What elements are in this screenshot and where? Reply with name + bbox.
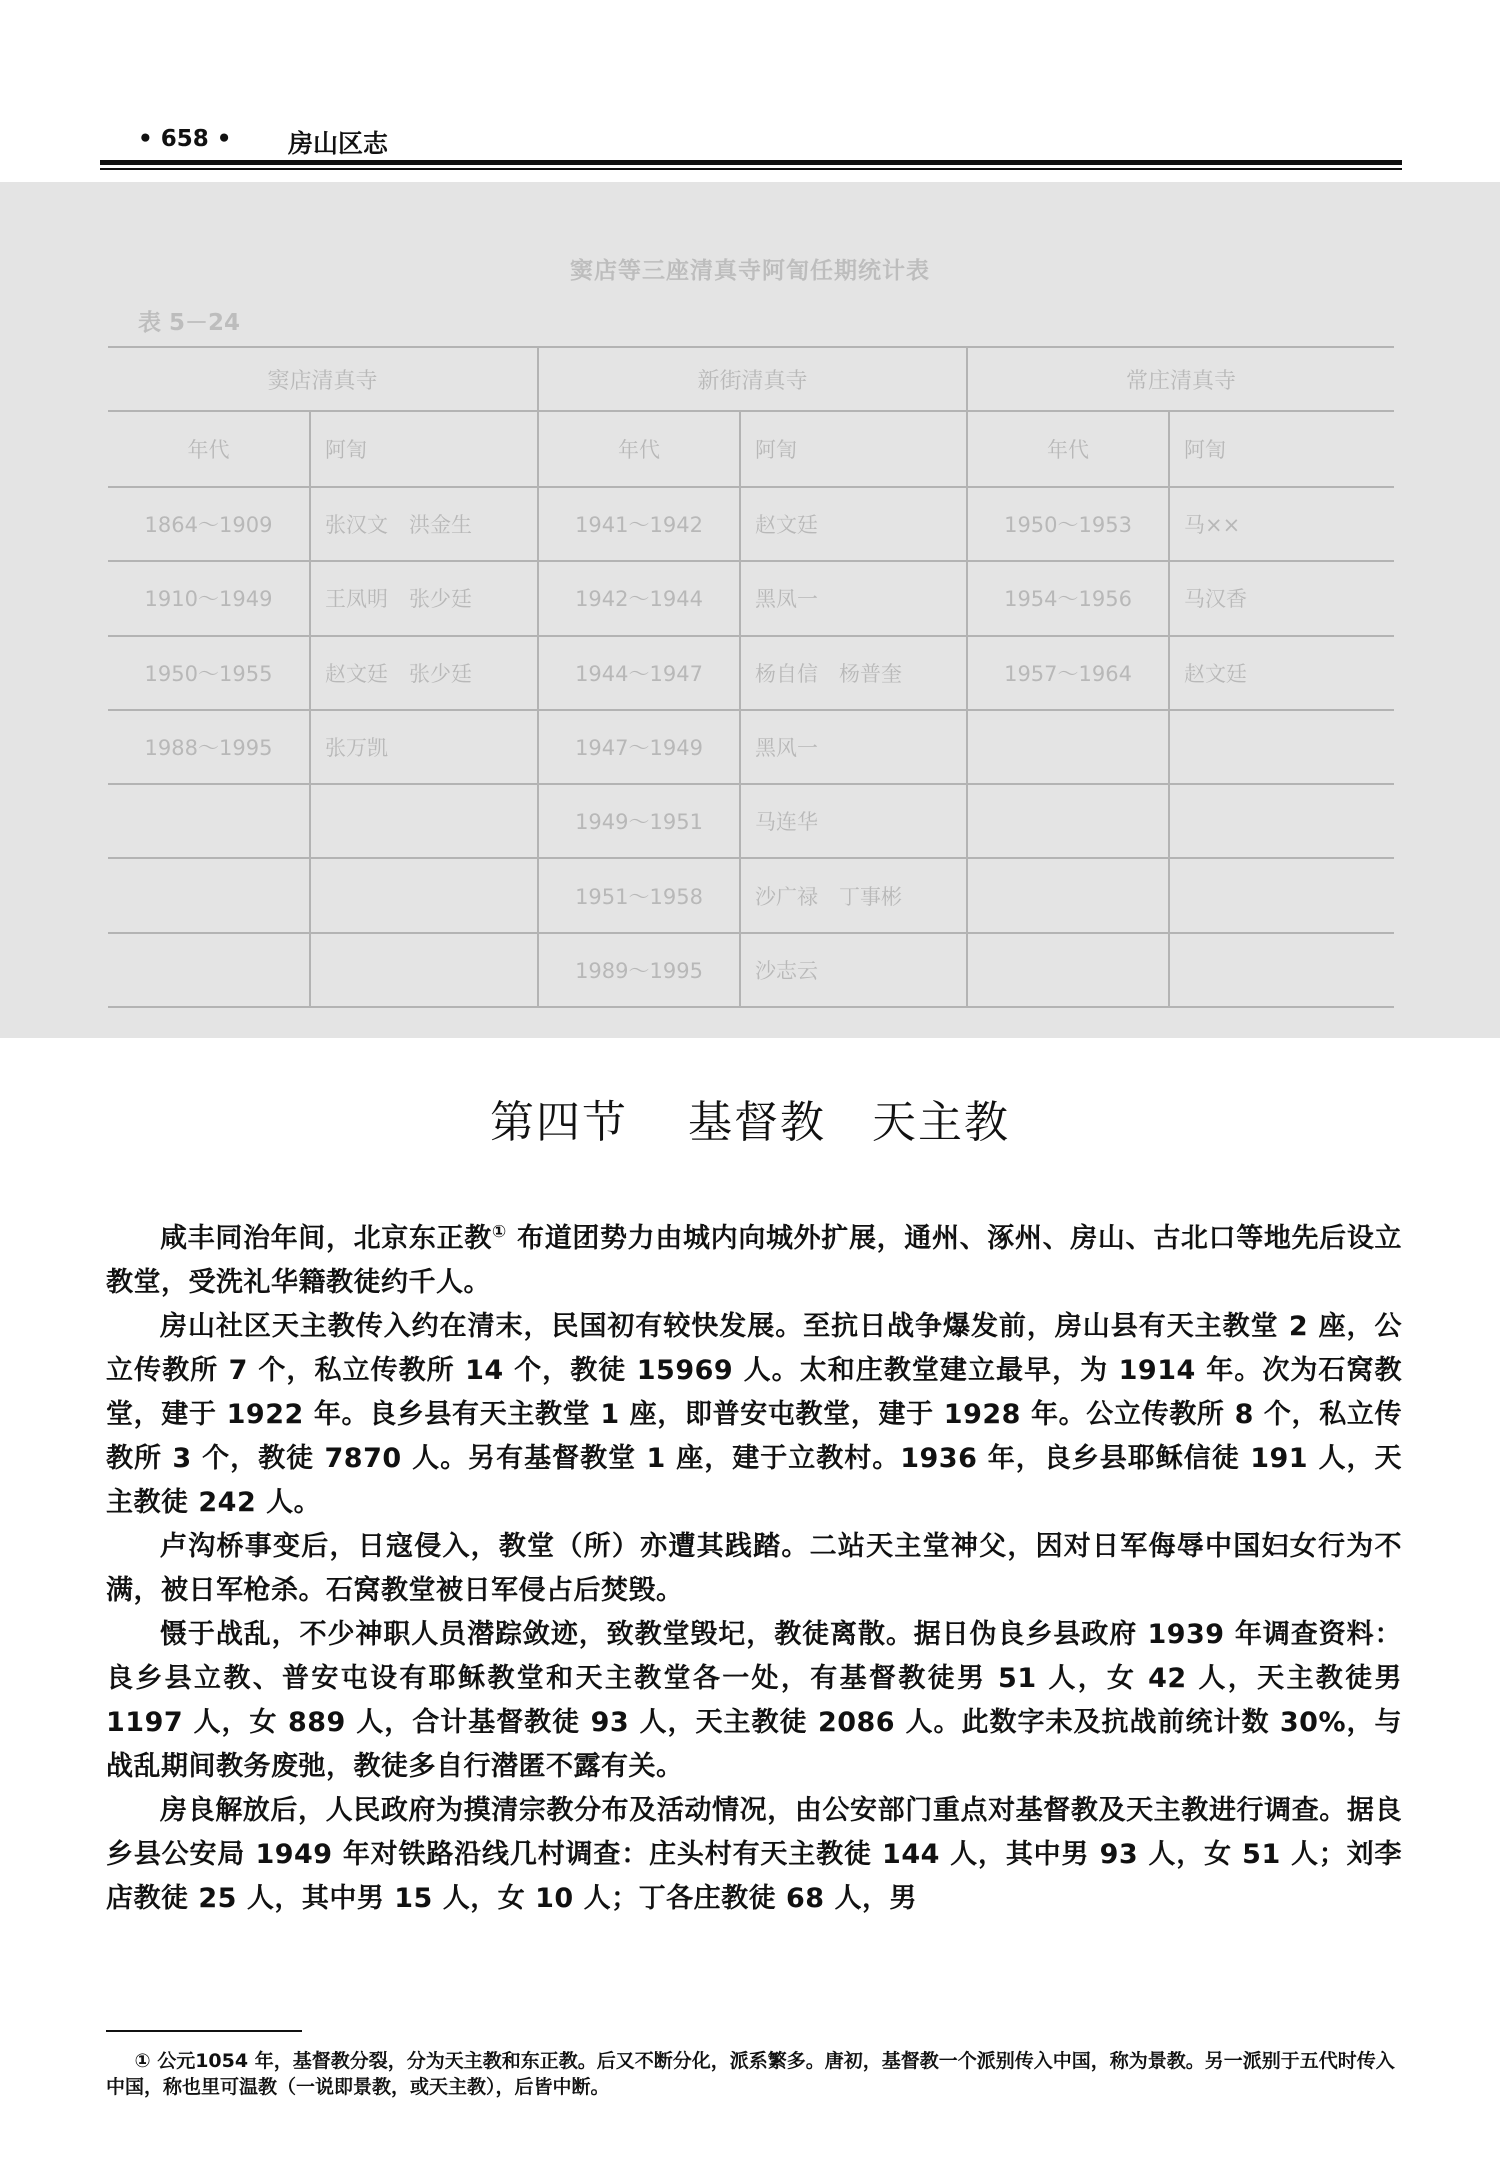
table-cell: 1941～1942 (538, 487, 740, 561)
paragraph: 慑于战乱，不少神职人员潜踪敛迹，致教堂毁圮，教徒离散。据日伪良乡县政府 1939 年调查资料：良乡县立教、普安屯设有耶稣教堂和天主教堂各一处，有基督教徒男 51 人，女 42 人，天主教徒男 1197 人，女 889 人，合计基督教徒 93 人，天主教徒 2086 人。此数字未及抗战前统计数 30%，与战乱期间教务废弛，教徒多自行潜匿不露有关。 (106, 1619, 1402, 1782)
table-cell: 赵文廷 (1169, 636, 1394, 710)
table-row (108, 710, 1394, 784)
table-cell: 1910～1949 (108, 561, 310, 635)
column-header-year: 年代 (967, 411, 1169, 487)
table-cell: 1947～1949 (538, 710, 740, 784)
table-cell: 张万凯 (310, 710, 538, 784)
table-cell: 1944～1947 (538, 636, 740, 710)
table-row (108, 636, 1394, 710)
table-cell: 1957～1964 (967, 636, 1169, 710)
table-cell: 黑风一 (740, 710, 967, 784)
table-cell: 赵文廷 (740, 487, 967, 561)
table-cell (967, 933, 1169, 1007)
footnote (106, 2048, 1402, 2100)
paragraph: 房山社区天主教传入约在清末，民国初有较快发展。至抗日战争爆发前，房山县有天主教堂 2 座，公立传教所 7 个，私立传教所 14 个，教徒 15969 人。太和庄教堂建立最早，为 1914 年。次为石窝教堂，建于 1922 年。良乡县有天主教堂 1 座，即普安屯教堂，建于 1928 年。公立传教所 8 个，私立传教所 3 个，教徒 7870 人。另有基督教堂 1 座，建于立教村。1936 年，良乡县耶稣信徒 191 人，天主教徒 242 人。 (106, 1311, 1402, 1518)
page-number: • 658 • (138, 126, 232, 152)
table-cell: 马×× (1169, 487, 1394, 561)
table-row (108, 487, 1394, 561)
table-cell (310, 933, 538, 1007)
header-rule-thick (100, 160, 1402, 165)
table-cell: 杨自信 杨普奎 (740, 636, 967, 710)
table-cell: 王凤明 张少廷 (310, 561, 538, 635)
footnote-reference[interactable]: ① (491, 1222, 507, 1242)
table-cell: 1954～1956 (967, 561, 1169, 635)
imam-tenure-table (108, 346, 1394, 1008)
table-cell (1169, 933, 1394, 1007)
table-row (108, 858, 1394, 932)
group-header-doudian: 窦店清真寺 (108, 347, 538, 411)
table-cell (967, 710, 1169, 784)
table-cell (967, 784, 1169, 858)
paragraph: 房良解放后，人民政府为摸清宗教分布及活动情况，由公安部门重点对基督教及天主教进行调查。据良乡县公安局 1949 年对铁路沿线几村调查：庄头村有天主教徒 144 人，其中男 93 人，女 51 人；刘李店教徒 25 人，其中男 15 人，女 10 人；丁各庄教徒 68 人，男 (106, 1795, 1402, 1914)
table-cell: 1950～1955 (108, 636, 310, 710)
table-cell (967, 858, 1169, 932)
table-cell (1169, 784, 1394, 858)
footnote-text: ① 公元1054 年，基督教分裂，分为天主教和东正教。后又不断分化，派系繁多。唐初，基督教一个派别传入中国，称为景教。另一派别于五代时传入中国，称也里可温教（一说即景教，或天主教），后皆中断。 (106, 2050, 1395, 2098)
table-row (108, 784, 1394, 858)
paragraph: 卢沟桥事变后，日寇侵入，教堂（所）亦遭其践踏。二站天主堂神父，因对日军侮辱中国妇女行为不满，被日军枪杀。石窝教堂被日军侵占后焚毁。 (106, 1531, 1402, 1606)
table-cell: 1942～1944 (538, 561, 740, 635)
column-header-year: 年代 (108, 411, 310, 487)
header-rule-thin (100, 168, 1402, 170)
table-cell (108, 933, 310, 1007)
body-text (106, 1210, 1402, 1921)
group-header-xinjie: 新街清真寺 (538, 347, 967, 411)
section-title (0, 1086, 1500, 1150)
table-number: 表 5－24 (138, 310, 241, 336)
table-cell: 赵文廷 张少廷 (310, 636, 538, 710)
table-cell: 黑凤一 (740, 561, 967, 635)
table-cell: 1864～1909 (108, 487, 310, 561)
table-cell (108, 858, 310, 932)
table-cell: 1988～1995 (108, 710, 310, 784)
section-number: 第四节 (490, 1097, 628, 1148)
table-cell (310, 784, 538, 858)
table-cell: 马连华 (740, 784, 967, 858)
page-header (100, 122, 1402, 162)
column-header-year: 年代 (538, 411, 740, 487)
table-cell (310, 858, 538, 932)
table-cell: 1951～1958 (538, 858, 740, 932)
table-row (108, 561, 1394, 635)
column-header-imam: 阿訇 (310, 411, 538, 487)
table-cell: 沙志云 (740, 933, 967, 1007)
table-section (0, 182, 1500, 1038)
table-group-header-row (108, 347, 1394, 411)
table-cell: 1950～1953 (967, 487, 1169, 561)
table-row (108, 933, 1394, 1007)
paragraph: 咸丰同治年间，北京东正教① 布道团势力由城内向城外扩展，通州、涿州、房山、古北口等地先后设立教堂，受洗礼华籍教徒约千人。 (106, 1222, 1402, 1298)
table-cell (1169, 710, 1394, 784)
book-title: 房山区志 (288, 129, 389, 158)
column-header-imam: 阿訇 (740, 411, 967, 487)
table-cell: 1949～1951 (538, 784, 740, 858)
table-cell: 1989～1995 (538, 933, 740, 1007)
column-header-imam: 阿訇 (1169, 411, 1394, 487)
table-subheader-row (108, 411, 1394, 487)
table-cell: 马汉香 (1169, 561, 1394, 635)
footnote-rule (106, 2030, 302, 2032)
table-caption: 窦店等三座清真寺阿訇任期统计表 (570, 258, 930, 284)
section-subject: 基督教 天主教 (688, 1097, 1010, 1148)
table-cell (1169, 858, 1394, 932)
table-cell: 沙广禄 丁事彬 (740, 858, 967, 932)
table-cell: 张汉文 洪金生 (310, 487, 538, 561)
table-cell (108, 784, 310, 858)
group-header-changzhuang: 常庄清真寺 (967, 347, 1394, 411)
